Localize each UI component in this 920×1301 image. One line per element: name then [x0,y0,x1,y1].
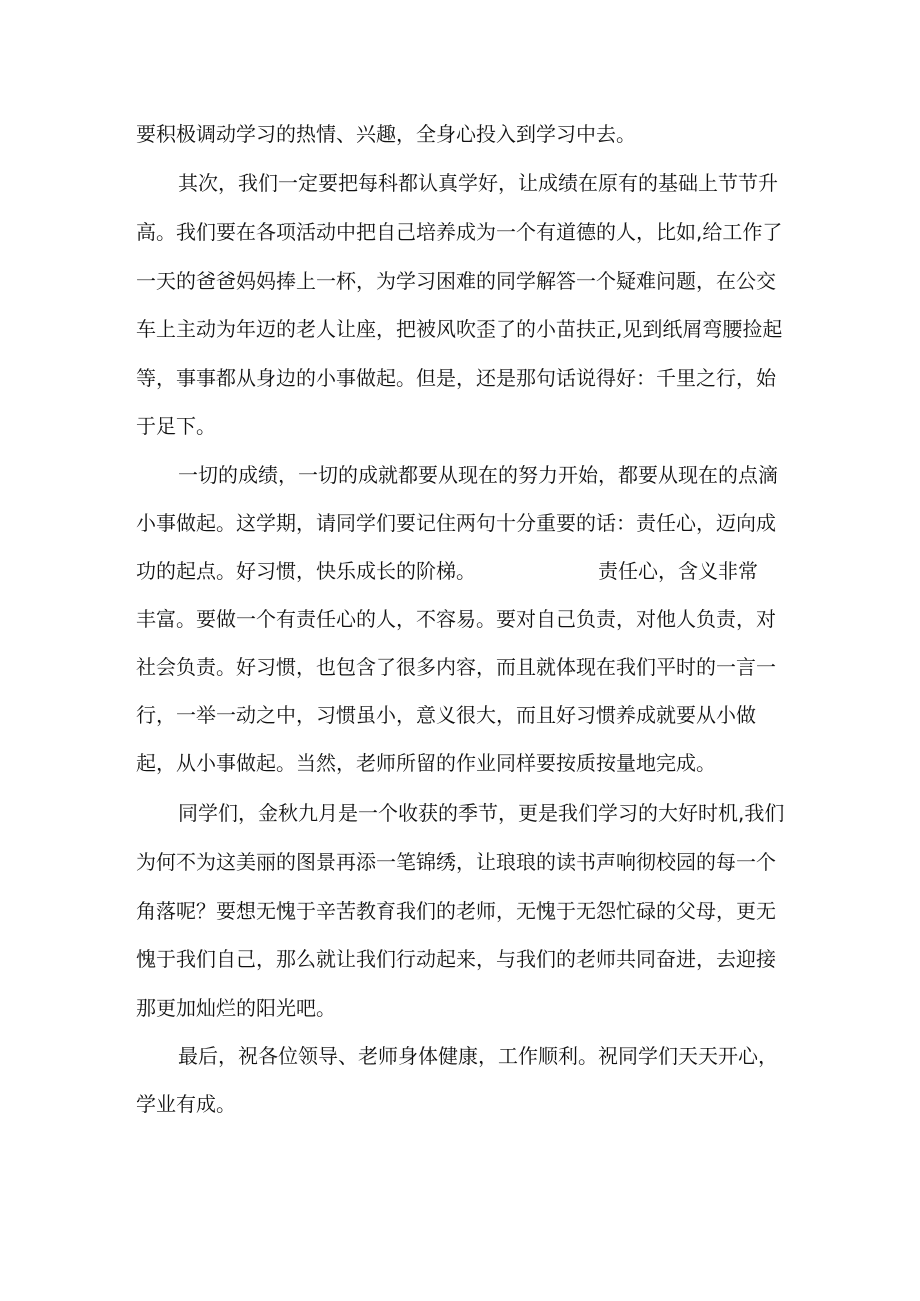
text-line: 一天的爸爸妈妈捧上一杯，为学习困难的同学解答一个疑难问题，在公交 [136,269,776,293]
text-line: 于足下。 [136,414,216,438]
text-line: 小事做起。这学期，请同学们要记住两句十分重要的话：责任心，迈向成 [136,511,776,535]
text-line: 功的起点。好习惯，快乐成长的阶梯。 [136,559,476,583]
text-line: 丰富。要做一个有责任心的人，不容易。要对自己负责，对他人负责，对 [136,607,776,631]
text-line: 学业有成。 [136,1092,236,1116]
text-line: 同学们，金秋九月是一个收获的季节，更是我们学习的大好时机,我们 [178,801,785,825]
text-line: 那更加灿烂的阳光吧。 [136,996,336,1020]
text-line: 一切的成绩，一切的成就都要从现在的努力开始，都要从现在的点滴 [178,463,778,487]
text-line: 愧于我们自己，那么就让我们行动起来，与我们的老师共同奋进，去迎接 [136,947,776,971]
text-line: 要积极调动学习的热情、兴趣，全身心投入到学习中去。 [136,122,636,146]
text-line: 为何不为这美丽的图景再添一笔锦绣，让琅琅的读书声响彻校园的每一个 [136,850,776,874]
text-line: 起，从小事做起。当然，老师所留的作业同样要按质按量地完成。 [136,751,716,775]
text-line: 高。我们要在各项活动中把自己培养成为一个有道德的人，比如,给工作了 [136,220,783,244]
text-line: 等，事事都从身边的小事做起。但是，还是那句话说得好：千里之行，始 [136,366,776,390]
text-line: 角落呢？要想无愧于辛苦教育我们的老师，无愧于无怨忙碌的父母，更无 [136,899,776,923]
text-line: 其次，我们一定要把每科都认真学好，让成绩在原有的基础上节节升 [178,171,778,195]
text-line: 社会负责。好习惯，也包含了很多内容，而且就体现在我们平时的一言一 [136,655,776,679]
text-line: 最后，祝各位领导、老师身体健康，工作顺利。祝同学们天天开心， [178,1044,778,1068]
text-line: 行，一举一动之中，习惯虽小，意义很大，而且好习惯养成就要从小做 [136,703,756,727]
text-line: 责任心，含义非常 [598,559,758,583]
text-line: 车上主动为年迈的老人让座，把被风吹歪了的小苗扶正,见到纸屑弯腰捡起 [136,317,783,341]
